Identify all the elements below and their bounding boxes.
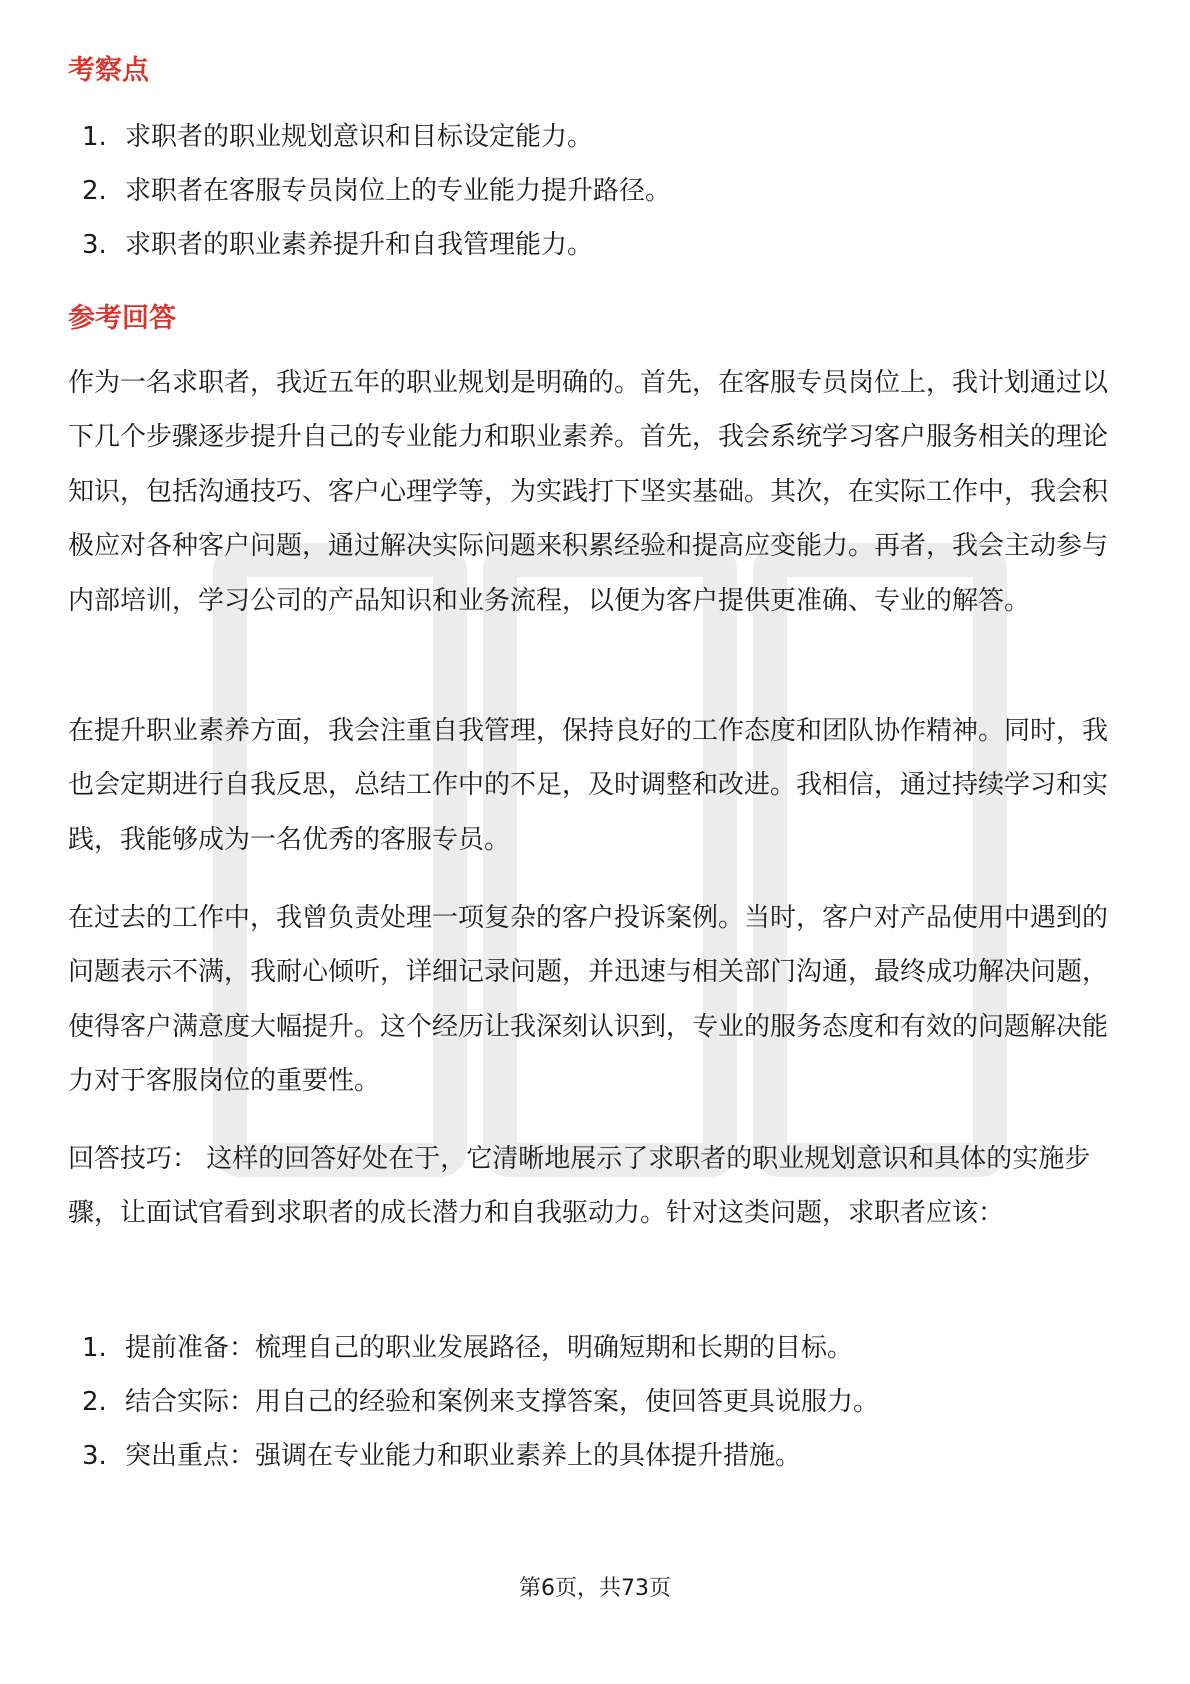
list-item	[68, 1375, 1128, 1429]
list-item-text: 求职者在客服专员岗位上的专业能力提升路径。	[125, 176, 672, 206]
section-title-exam-points: 考察点	[68, 55, 149, 86]
list-item	[68, 164, 1128, 218]
list-item-text: 提前准备：梳理自己的职业发展路径，明确短期和长期的目标。	[125, 1333, 854, 1363]
list-item-text: 突出重点：强调在专业能力和职业素养上的具体提升措施。	[125, 1441, 802, 1471]
answer-paragraph: 作为一名求职者，我近五年的职业规划是明确的。首先，在客服专员岗位上，我计划通过以下几个步骤逐步提升自己的专业能力和职业素养。首先，我会系统学习客户服务相关的理论知识，包括沟通技巧、客户心理学等，为实践打下坚实基础。其次，在实际工作中，我会积极应对各种客户问题，通过解决实际问题来积累经验和提高应变能力。再者，我会主动参与内部培训，学习公司的产品知识和业务流程，以便为客户提供更准确、专业的解答。	[68, 368, 1109, 616]
section-title-reference-answer: 参考回答	[68, 303, 176, 334]
list-number: 3.	[82, 1441, 107, 1471]
list-number: 1.	[82, 1333, 107, 1363]
answer-paragraph: 在提升职业素养方面，我会注重自我管理，保持良好的工作态度和团队协作精神。同时，我也会定期进行自我反思，总结工作中的不足，及时调整和改进。我相信，通过持续学习和实践，我能够成为一名优秀的客服专员。	[68, 716, 1109, 855]
list-item	[68, 1321, 1128, 1375]
list-item-text: 求职者的职业素养提升和自我管理能力。	[125, 230, 594, 260]
page-footer: 第6页，共73页	[519, 1576, 671, 1601]
answer-tips-paragraph: 回答技巧： 这样的回答好处在于，它清晰地展示了求职者的职业规划意识和具体的实施步骤，让面试官看到求职者的成长潜力和自我驱动力。针对这类问题，求职者应该：	[68, 1144, 1091, 1229]
list-number: 3.	[82, 230, 107, 260]
answer-paragraph: 在过去的工作中，我曾负责处理一项复杂的客户投诉案例。当时，客户对产品使用中遇到的问题表示不满，我耐心倾听，详细记录问题，并迅速与相关部门沟通，最终成功解决问题，使得客户满意度大幅提升。这个经历让我深刻认识到，专业的服务态度和有效的问题解决能力对于客服岗位的重要性。	[68, 903, 1109, 1097]
exam-points-list	[68, 110, 1128, 272]
list-number: 2.	[82, 176, 107, 206]
list-item-text: 求职者的职业规划意识和目标设定能力。	[125, 122, 594, 152]
list-number: 2.	[82, 1387, 107, 1417]
tips-list	[68, 1321, 1128, 1483]
list-number: 1.	[82, 122, 107, 152]
list-item	[68, 110, 1128, 164]
list-item-text: 结合实际：用自己的经验和案例来支撑答案，使回答更具说服力。	[125, 1387, 880, 1417]
list-item	[68, 1429, 1128, 1483]
list-item	[68, 218, 1128, 272]
